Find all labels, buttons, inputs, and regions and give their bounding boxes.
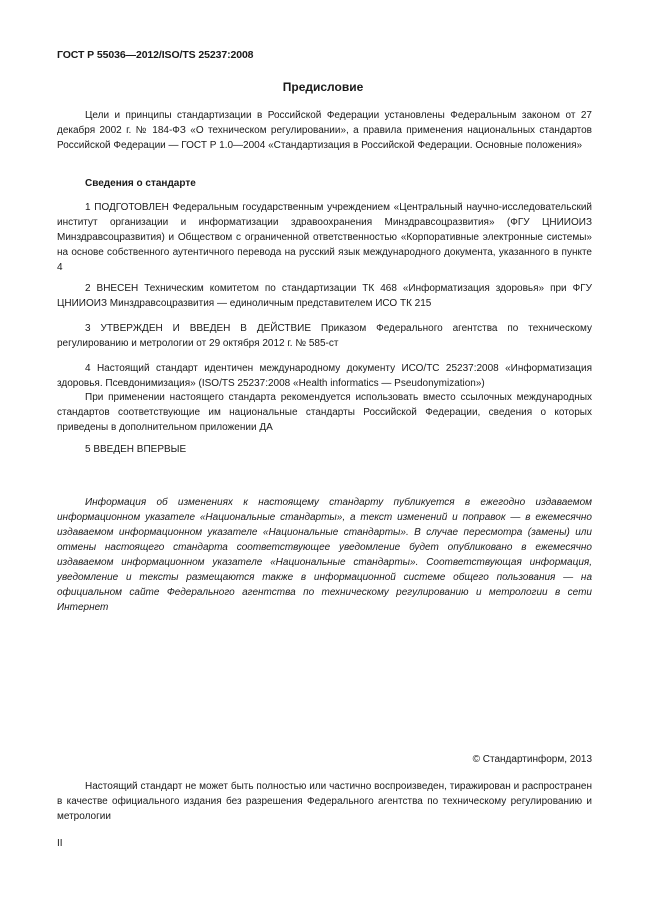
- item-4: 4 Настоящий стандарт идентичен международному документу ИСО/ТС 25237:2008 «Информатизация здоровья. Псевдонимизация» (ISO/TS 25237:2008 «Health informatics — Pseudonymization»): [57, 363, 592, 389]
- page-title: Предисловие: [282, 80, 364, 94]
- item-5: 5 ВВЕДЕН ВПЕРВЫЕ: [85, 444, 187, 455]
- copyright: © Стандартинформ, 2013: [472, 754, 592, 765]
- intro-paragraph: Цели и принципы стандартизации в Российской Федерации установлены Федеральным законом от 27 декабря 2002 г. № 184-ФЗ «О техническом регулировании», а правила применения национальных стандартов Российской Федерации — ГОСТ Р 1.0—2004 «Стандартизация в Российской Федерации. Основные положения»: [57, 110, 592, 151]
- item-1: 1 ПОДГОТОВЛЕН Федеральным государственным учреждением «Центральный научно-исследовательский институт организации и информатизации здравоохранения Минздравсоцразвития» (ФГУ ЦНИИОИЗ Минздравсоцразвития) и Обществом с ограниченной ответственностью «Корпоративные электронные системы» на основе собственного аутентичного перевода на русский язык международного документа, указанного в пункте 4: [57, 202, 592, 273]
- reproduction-notice: Настоящий стандарт не может быть полностью или частично воспроизведен, тиражирован и распространен в качестве официального издания без разрешения Федерального агентства по техническому регулированию и метрологии: [57, 781, 592, 822]
- item-2: 2 ВНЕСЕН Техническим комитетом по стандартизации ТК 468 «Информатизация здоровья» при ФГУ ЦНИИОИЗ Минздравсоцразвития — единоличным представителем ИСО ТК 215: [57, 283, 592, 309]
- info-notice: Информация об изменениях к настоящему стандарту публикуется в ежегодно издаваемом информационном указателе «Национальные стандарты», а текст изменений и поправок — в ежемесячно издаваемом информационном указателе «Национальные стандарты». В случае пересмотра (замены) или отмены настоящего стандарта соответствующее уведомление будет опубликовано в ежемесячно издаваемом информационном указателе «Национальные стандарты». Соответствующая информация, уведомление и тексты размещаются также в информационной системе общего пользования — на официальном сайте Федерального агентства по техническому регулированию и метрологии в сети Интернет: [57, 497, 592, 613]
- subheading: Сведения о стандарте: [85, 178, 196, 189]
- item-4-note: При применении настоящего стандарта рекомендуется использовать вместо ссылочных международных стандартов соответствующие им национальные стандарты Российской Федерации, сведения о которых приведены в дополнительном приложении ДА: [57, 392, 592, 433]
- page-number: II: [57, 838, 63, 849]
- document-header: ГОСТ Р 55036—2012/ISO/TS 25237:2008: [57, 49, 254, 61]
- item-3: 3 УТВЕРЖДЕН И ВВЕДЕН В ДЕЙСТВИЕ Приказом Федерального агентства по техническому регулированию и метрологии от 29 октября 2012 г. № 585-ст: [57, 323, 592, 349]
